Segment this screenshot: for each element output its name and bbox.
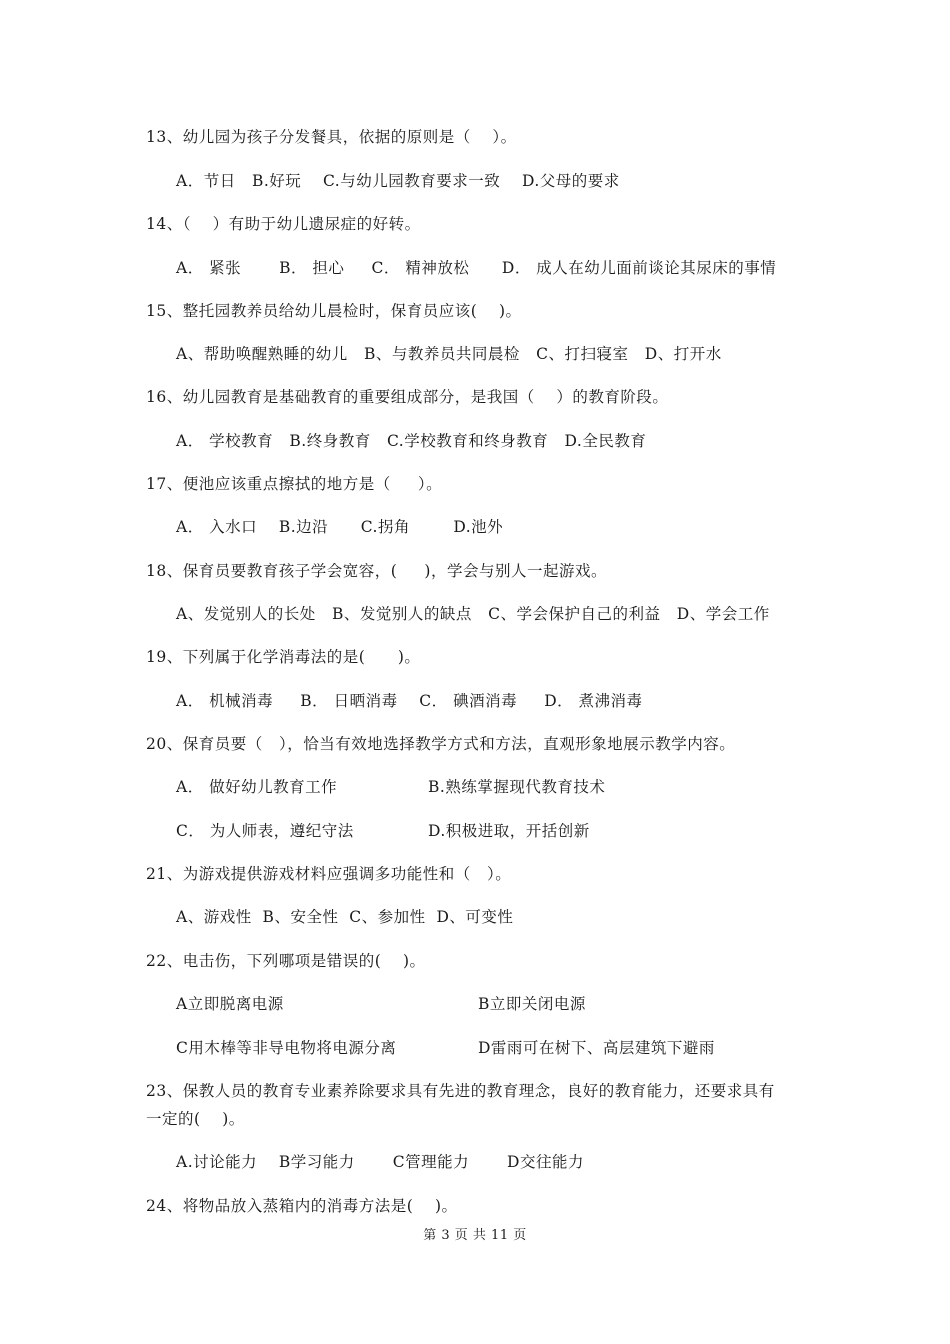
question-19-stem: 19、下列属于化学消毒法的是( )。 <box>146 648 421 666</box>
question-19-options: A． 机械消毒 B． 日晒消毒 C． 碘酒消毒 D． 煮沸消毒 <box>176 692 643 710</box>
question-17-stem: 17、便池应该重点擦拭的地方是（ ）。 <box>146 475 443 493</box>
question-18-options: A、发觉别人的长处 B、发觉别人的缺点 C、学会保护自己的利益 D、学会工作 <box>176 605 770 623</box>
question-20-option-a: A． 做好幼儿教育工作 <box>176 778 338 796</box>
page-footer: 第 3 页 共 11 页 <box>423 1228 527 1243</box>
question-23-options: A.讨论能力 B学习能力 C管理能力 D交往能力 <box>176 1153 584 1171</box>
question-22-stem: 22、电击伤，下列哪项是错误的( )。 <box>146 952 426 970</box>
question-20-option-b: B.熟练掌握现代教育技术 <box>428 778 606 796</box>
question-22-option-b: B立即关闭电源 <box>478 995 586 1013</box>
question-20-option-d: D.积极进取，开括创新 <box>428 822 590 840</box>
question-15-stem: 15、整托园教养员给幼儿晨检时，保育员应该( )。 <box>146 302 522 320</box>
question-22-option-a: A立即脱离电源 <box>176 995 284 1013</box>
question-20-stem: 20、保育员要（ ），恰当有效地选择教学方式和方法，直观形象地展示教学内容。 <box>146 735 736 753</box>
question-22-option-d: D雷雨可在树下、高层建筑下避雨 <box>478 1039 715 1057</box>
question-14-stem: 14、（ ）有助于幼儿遗尿症的好转。 <box>146 215 421 233</box>
question-17-options: A． 入水口 B.边沿 C.拐角 D.池外 <box>176 518 504 536</box>
question-13-options: A．节日 B.好玩 C.与幼儿园教育要求一致 D.父母的要求 <box>176 172 620 190</box>
question-14-options: A． 紧张 B． 担心 C． 精神放松 D． 成人在幼儿面前谈论其尿床的事情 <box>176 259 777 277</box>
question-23-stem-line1: 23、保教人员的教育专业素养除要求具有先进的教育理念，良好的教育能力，还要求具有 <box>146 1082 775 1100</box>
question-15-options: A、帮助唤醒熟睡的幼儿 B、与教养员共同晨检 C、打扫寝室 D、打开水 <box>176 345 722 363</box>
question-22-option-c: C用木棒等非导电物将电源分离 <box>176 1039 397 1057</box>
question-21-stem: 21、为游戏提供游戏材料应强调多功能性和（ ）。 <box>146 865 512 883</box>
question-16-options: A． 学校教育 B.终身教育 C.学校教育和终身教育 D.全民教育 <box>176 432 647 450</box>
question-18-stem: 18、保育员要教育孩子学会宽容，( )，学会与别人一起游戏。 <box>146 562 607 580</box>
question-24-stem: 24、将物品放入蒸箱内的消毒方法是( )。 <box>146 1197 458 1215</box>
question-16-stem: 16、幼儿园教育是基础教育的重要组成部分，是我国（ ）的教育阶段。 <box>146 388 669 406</box>
question-21-options: A、游戏性 B、安全性 C、参加性 D、可变性 <box>176 908 514 926</box>
question-20-option-c: C． 为人师表，遵纪守法 <box>176 822 354 840</box>
question-23-stem-line2: 一定的( )。 <box>146 1110 245 1128</box>
question-13-stem: 13、幼儿园为孩子分发餐具，依据的原则是（ ）。 <box>146 128 517 146</box>
